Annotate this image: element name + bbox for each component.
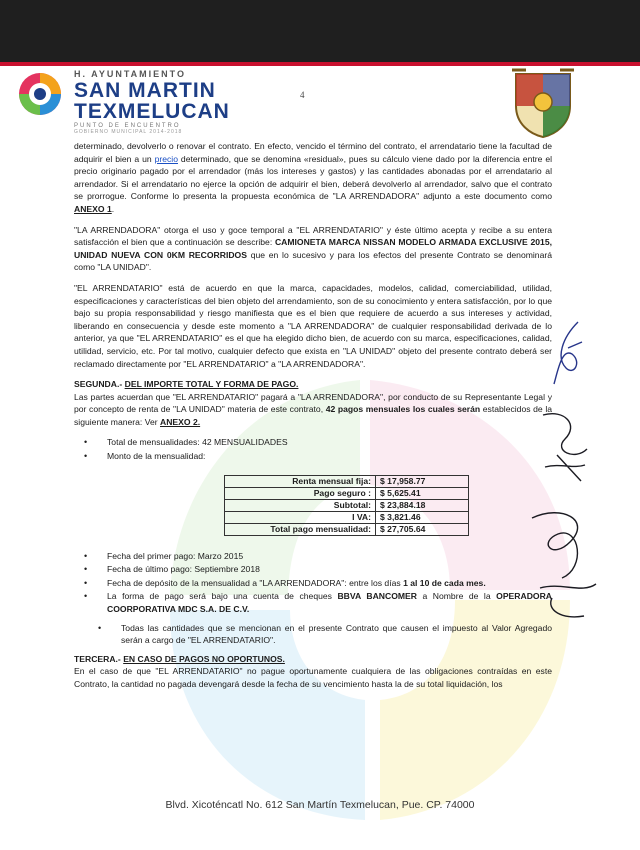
bullet-monto-mensualidad: • Monto de la mensualidad: [74,450,552,463]
bullet-payment-method [74,590,552,615]
row-value: $ 27,705.64 [376,523,469,535]
tercera-label: TERCERA.- [74,653,121,664]
org-line-1: H. AYUNTAMIENTO [74,69,187,79]
paragraph-vehicle-description [74,224,552,274]
segunda-title: DEL IMPORTE TOTAL Y FORMA DE PAGO. [124,379,299,390]
page-number: 4 [300,90,305,100]
table-row [225,487,469,499]
para2-text-a: "LA ARRENDADORA" otorga el uso y goce temporal a "EL ARRENDATARIO" y éste último acepta y recibe a su entera satisfacción el bien que a continuación se describe: [74,224,552,248]
table-row [225,511,469,523]
bullet-vat-note: • Todas las cantidades que se mencionan en el presente Contrato que causen el impuesto al Valor Agregado serán a cargo de "EL ARRENDATARIO". [88,622,552,647]
annex-1-ref: ANEXO 1 [74,203,112,214]
row-label: I VA: [225,511,376,523]
precio-link[interactable]: precio [154,153,178,164]
org-period: GOBIERNO MUNICIPAL 2014-2018 [74,129,183,135]
table-row [225,523,469,535]
bullet-first-payment: • Fecha del primer pago: Marzo 2015 [74,550,552,563]
coat-of-arms-icon [508,66,578,138]
deposit-text: Fecha de depósito de la mensualidad a "LA ARRENDADORA": entre los días [107,577,404,588]
para4-text-a: Las partes acuerdan que "EL ARRENDATARIO" pagará a "LA ARRENDADORA", por conducto de su Representante Legal y por concepto de renta de "LA UNIDAD" materia de este contrato, [74,391,552,415]
contract-body [74,140,552,699]
signature-mark-2 [535,405,595,485]
para4-text-b: establecidos de la siguiente manera: Ver [74,404,553,427]
bullet-deposit-date [74,577,552,590]
signature-mark-3 [522,498,602,628]
payments-count: 42 pagos mensuales los cuales serán [325,404,481,415]
row-label: Pago seguro : [225,487,376,499]
row-value: $ 23,884.18 [376,499,469,511]
bullet-total-mensualidades: • Total de mensualidades: 42 MENSUALIDADES [74,436,552,449]
paragraph-lessee-agreement: "EL ARRENDATARIO" está de acuerdo en que la marca, capacidades, modelos, calidad, comerciabilidad, utilidad, especificaciones y características del bien objeto del arrendamiento, son de su conocimiento y entera satisfacción, por lo que bajo su propia responsabilidad y riesgo manifiesta que es el bien que requiere de acuerdo a sus intereses y actividad, liberando en consecuencia y desde este momento a "LA ARRENDADORA" de cualquier responsabilidad derivada de lo anterior, ya que "EL ARRENDATARIO" es el que ha elegido dicho bien, de acuerdo con su marca, especificaciones, calidad, utilidad, servicio, etc. Por tal motivo, cualquier defecto que exista en "LA UNIDAD" objeto del presente contrato deberá ser reclamado directamente por "EL ARRENDATARIO" a "LA ARRENDADORA". [74,282,552,369]
org-slogan: PUNTO DE ENCUENTRO [74,123,181,129]
top-black-bar [0,0,640,62]
method-text-a: La forma de pago será bajo una cuenta de cheques [107,591,338,602]
segunda-label: SEGUNDA.- [74,379,123,390]
payment-table [224,475,469,536]
payment-bullets [74,436,552,462]
paragraph-residual-value [74,140,552,216]
row-label: Total pago mensualidad: [225,523,376,535]
municipal-logo-icon [18,72,62,116]
municipality-name [74,70,244,135]
row-value: $ 17,958.77 [376,475,469,487]
paragraph-payment-terms [74,391,552,429]
section-tercera-heading [74,653,552,666]
org-line-3: TEXMELUCAN [74,100,230,123]
deposit-days: 1 al 10 de cada mes. [403,577,486,588]
org-line-2: SAN MARTIN [74,79,216,102]
method-text-b: a Nombre de la [416,591,497,602]
paragraph-late-payments: En el caso de que "EL ARRENDATARIO" no pague oportunamente cualquiera de las obligaciones contraídas en este Contrato, la cantidad no pagada devengará desde la fecha de su vencimiento hasta la de su total liquidación, los [74,666,552,689]
date-bullets [74,550,552,616]
table-row [225,499,469,511]
sub-bullets [74,622,552,647]
para1-text-a: determinado, devolverlo o renovar el contrato. En efecto, vencido el término del contrato, el arrendatario tiene la facultad de adquirir el bien a un [74,141,552,164]
row-label: Subtotal: [225,499,376,511]
annex-2-ref: ANEXO 2. [160,416,201,427]
bank-name: BBVA BANCOMER [337,591,417,602]
bullet-last-payment: • Fecha de último pago: Septiembre 2018 [74,563,552,576]
row-value: $ 5,625.41 [376,487,469,499]
row-value: $ 3,821.46 [376,511,469,523]
para1-end: . [111,203,115,214]
footer-address: Blvd. Xicoténcatl No. 612 San Martín Texmelucan, Pue. CP. 74000 [165,799,475,811]
vehicle-name: CAMIONETA MARCA NISSAN MODELO ARMADA EXCLUSIVE 2015, UNIDAD NUEVA CON 0KM RECORRIDOS [74,237,552,260]
row-label: Renta mensual fija: [225,475,376,487]
tercera-title: EN CASO DE PAGOS NO OPORTUNOS. [123,653,285,664]
section-segunda-heading [74,378,552,391]
para1-text-b: determinado, que se denomina «residual», pues su cálculo viene dado por la diferencia entre el precio originario pagado por el arrendador (más los intereses y gastos) y las cantidades abonadas por el arrendatario al arrendador. Si el arrendatario no ejerce la opción de adquirir el bien, deberá devolverlo al arrendador, salvo que el contrato se prorrogue. Conforme lo presenta la propuesta económica de "LA ARRENDADORA" adjunto a este documento como [74,153,553,202]
para2-text-b: que en lo sucesivo y para los efectos del presente Contrato se denominará como "LA UNIDAD". [74,249,552,273]
table-row [225,475,469,487]
signature-mark-1 [548,318,588,388]
beneficiary-name: OPERADORA COORPORATIVA MDC S.A. DE C.V. [107,591,553,615]
